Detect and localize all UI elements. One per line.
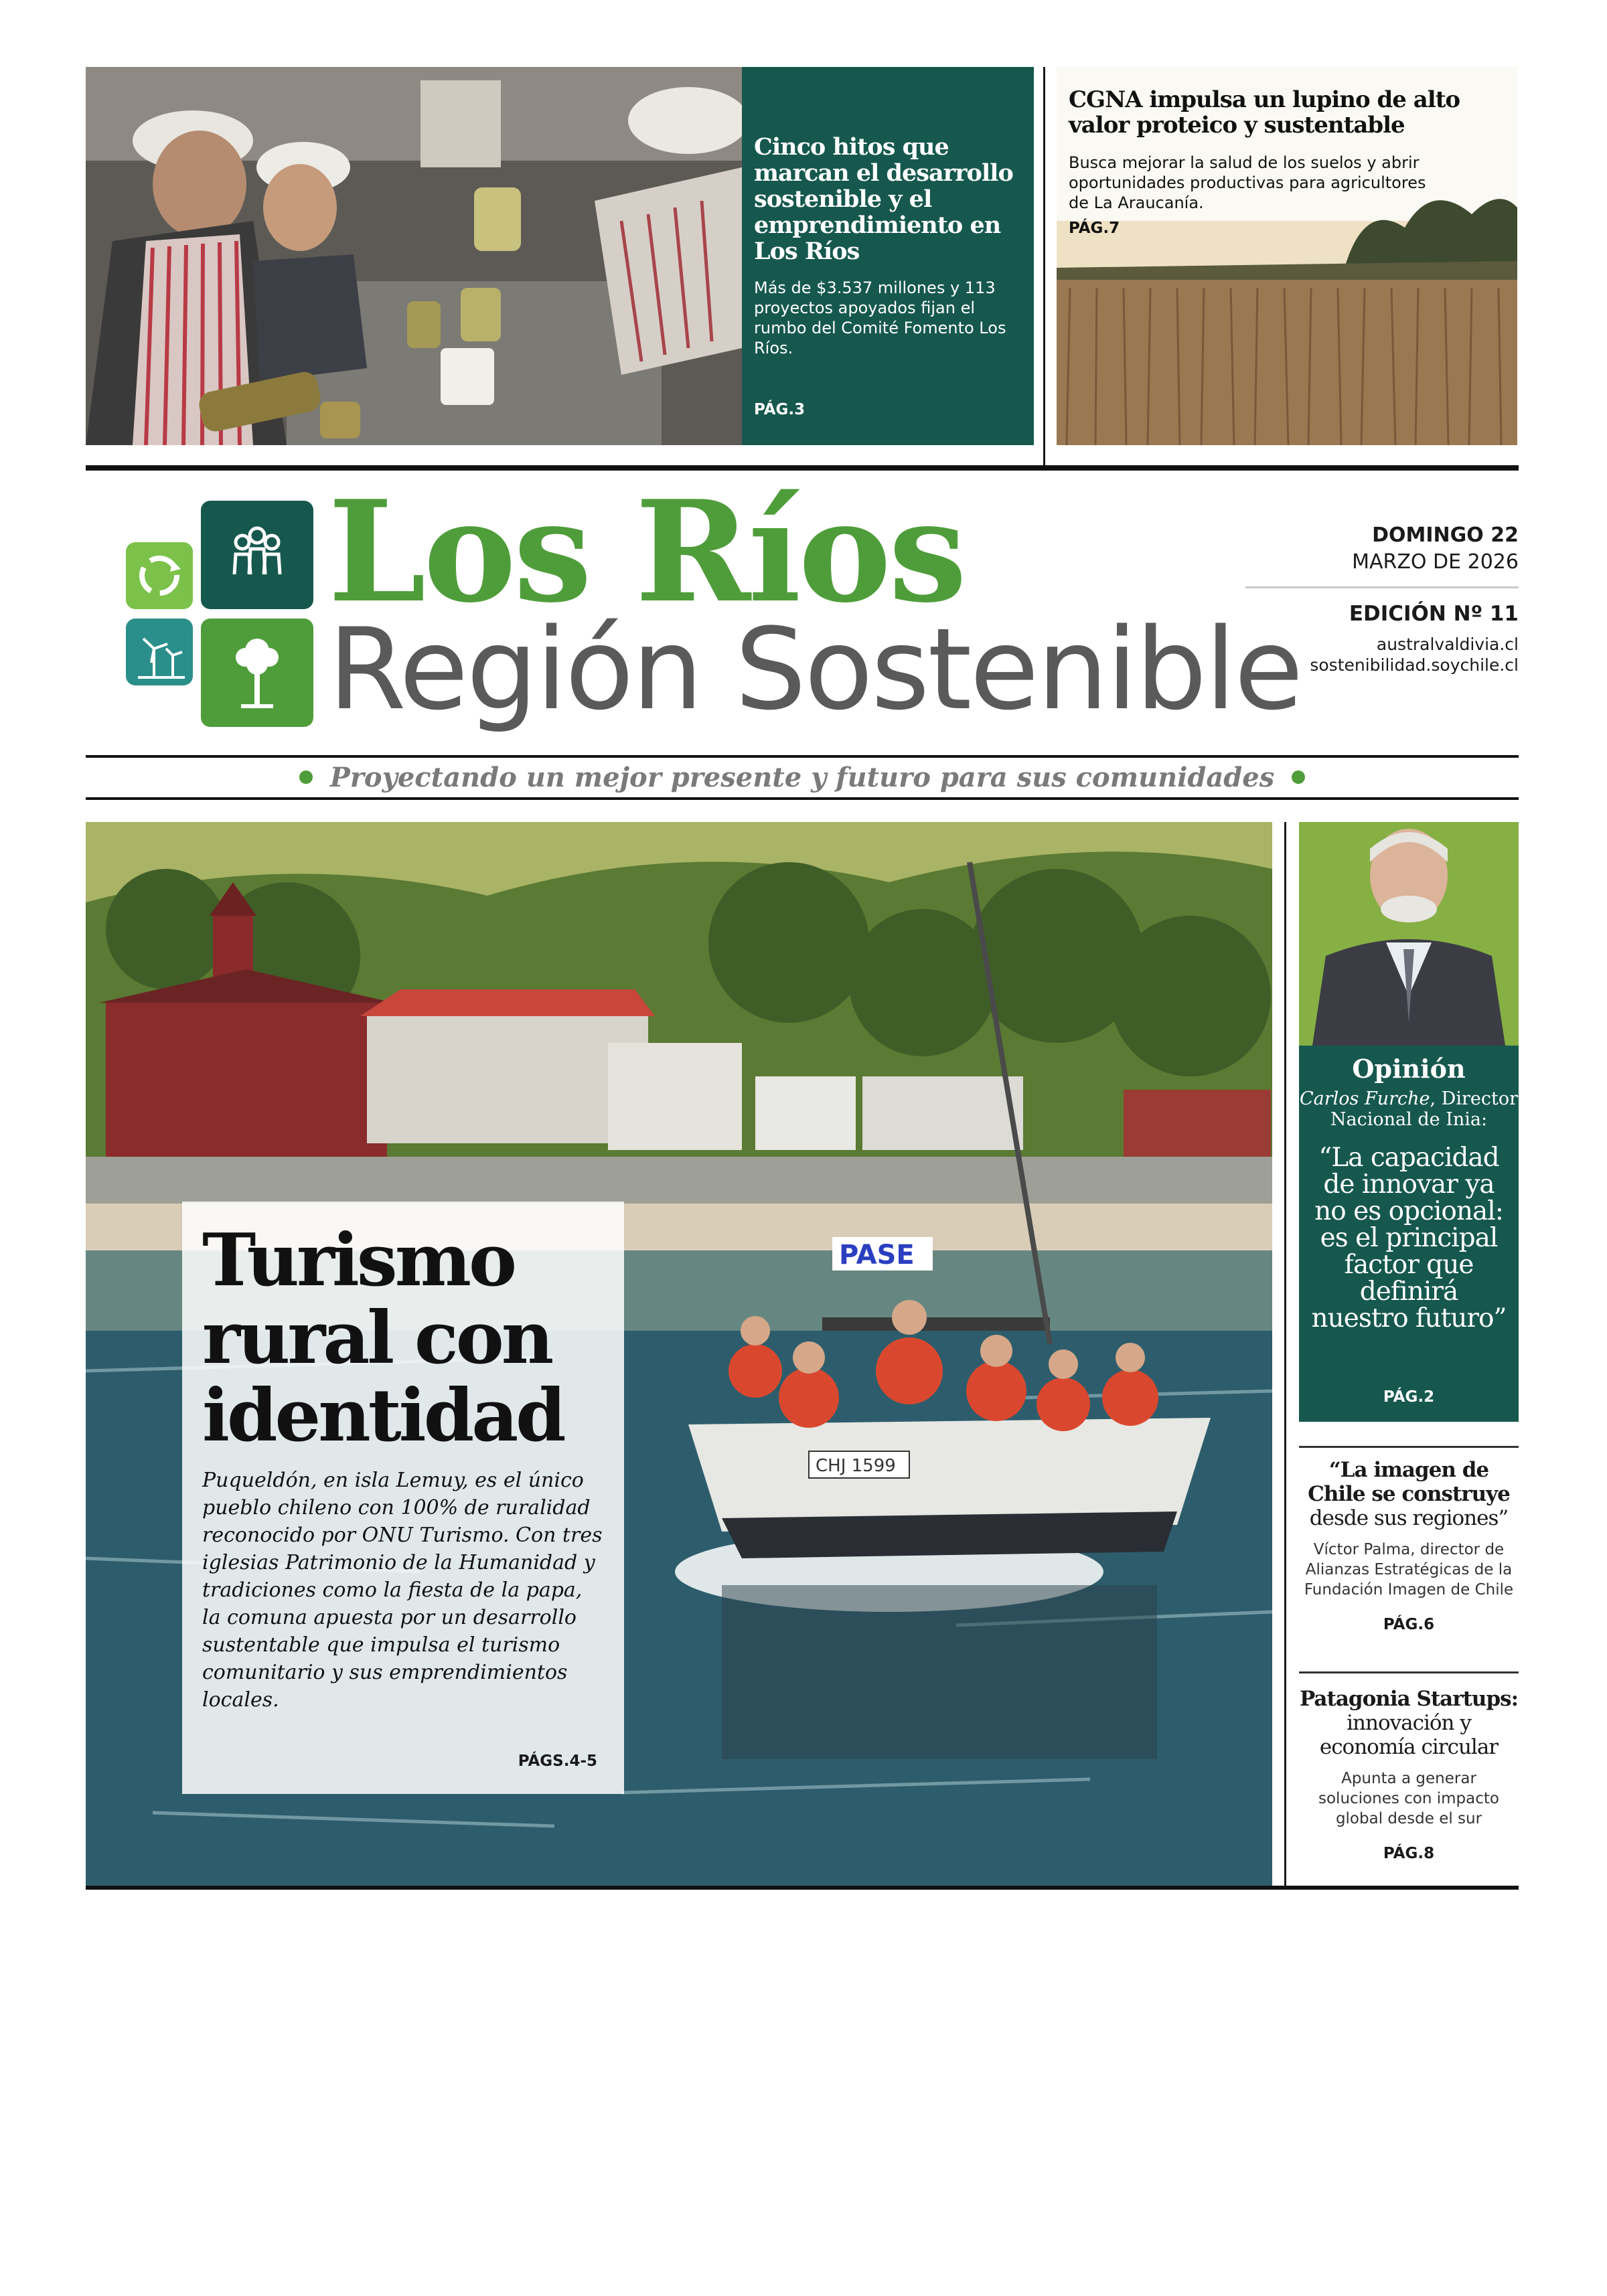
opinion-quote: “La capacidad de innovar ya no es opcional: es el principal factor que definirá nuestro futuro”	[1311, 1143, 1507, 1333]
masthead-title: Los Ríos	[328, 471, 965, 634]
teaser-sustainable-development[interactable]	[742, 67, 1034, 445]
teaser-lupino[interactable]	[1057, 67, 1517, 445]
side-story-rule	[1299, 1446, 1519, 1448]
opinion-author-role: , Director Nacional de Inia:	[1330, 1088, 1518, 1130]
community-icon	[201, 501, 313, 609]
lead-deck: Puqueldón, en isla Lemuy, es el único pueblo chileno con 100% de ruralidad reconocido por ONU Turismo. Con tres iglesias Patrimonio de la Humanidad y tradiciones como la fiesta de la papa, la comuna apuesta por un desarrollo sustentable que impulsa el turismo comunitario y sus emprendimientos locales.	[202, 1469, 603, 1712]
side-story-summary: Víctor Palma, director de Alianzas Estratégicas de la Fundación Imagen de Chile	[1304, 1541, 1514, 1598]
recycle-icon	[126, 542, 193, 609]
column-divider	[1043, 67, 1045, 467]
author-portrait-illustration	[1299, 822, 1519, 1046]
side-story-imagen-chile[interactable]	[1299, 1458, 1519, 1633]
opinion-label: Opinión	[1352, 1054, 1466, 1084]
lead-story-box[interactable]	[182, 1202, 624, 1794]
opinion-box[interactable]	[1299, 1046, 1519, 1422]
page-bottom-rule	[86, 1886, 1519, 1890]
teaser-title: Cinco hitos que marcan el desarrollo sostenible y el emprendimiento en Los Ríos	[754, 133, 1013, 265]
side-story-patagonia-startups[interactable]	[1299, 1687, 1519, 1862]
slogan-bottom-rule	[86, 797, 1519, 800]
lead-headline: Turismo rural con identidad	[202, 1218, 564, 1458]
bullet-dot-icon	[1292, 770, 1305, 784]
edition-divider	[1245, 586, 1519, 588]
edition-number: EDICIÓN Nº 11	[1349, 602, 1519, 626]
masthead-logo	[126, 501, 313, 722]
edition-info	[1245, 522, 1519, 675]
slogan-top-rule	[86, 755, 1519, 758]
website-link[interactable]: sostenibilidad.soychile.cl	[1310, 655, 1519, 675]
teaser-title: CGNA impulsa un lupino de alto valor proteico y sustentable	[1069, 86, 1460, 139]
side-story-title-bold: “La imagen de Chile se construye	[1308, 1458, 1510, 1506]
masthead-subtitle: Región Sostenible	[328, 604, 1302, 735]
teaser-photo-kitchen[interactable]	[86, 67, 742, 445]
side-story-title-bold: Patagonia Startups:	[1299, 1687, 1519, 1711]
slogan-text: Proyectando un mejor presente y futuro para sus comunidades	[329, 762, 1275, 793]
lead-page-ref: PÁGS.4-5	[518, 1752, 597, 1770]
boat-sign-text: PASE	[839, 1240, 915, 1270]
slogan-bar	[86, 761, 1519, 795]
teaser-summary: Busca mejorar la salud de los suelos y abrir oportunidades productivas para agricultores de La Araucanía.	[1069, 153, 1426, 212]
issue-day: DOMINGO 22	[1372, 523, 1519, 547]
side-story-title-rest: desde sus regiones”	[1309, 1506, 1509, 1530]
issue-date: MARZO DE 2026	[1352, 550, 1519, 574]
opinion-author-photo	[1299, 822, 1519, 1046]
opinion-author-name: Carlos Furche	[1300, 1088, 1430, 1109]
side-story-page-ref: PÁG.6	[1383, 1616, 1435, 1633]
column-divider	[1284, 822, 1286, 1886]
side-story-summary: Apunta a generar soluciones con impacto global desde el sur	[1318, 1770, 1499, 1827]
side-story-rule	[1299, 1671, 1519, 1673]
masthead-top-rule	[86, 465, 1519, 471]
opinion-page-ref: PÁG.2	[1383, 1388, 1435, 1406]
bullet-dot-icon	[299, 770, 313, 784]
teaser-page-ref: PÁG.7	[1069, 220, 1120, 237]
opinion-author	[1299, 1088, 1519, 1130]
side-story-title	[1299, 1687, 1519, 1759]
side-story-title	[1299, 1458, 1519, 1530]
tree-icon	[201, 619, 313, 727]
teaser-summary: Más de $3.537 millones y 113 proyectos apoyados fijan el rumbo del Comité Fomento Los Ríos.	[754, 278, 1006, 357]
kitchen-workshop-illustration	[86, 67, 742, 445]
wind-turbine-icon	[126, 619, 193, 685]
side-story-page-ref: PÁG.8	[1383, 1845, 1435, 1862]
teaser-page-ref: PÁG.3	[754, 401, 806, 418]
boat-id-text: CHJ 1599	[816, 1456, 896, 1476]
website-link[interactable]: australvaldivia.cl	[1376, 635, 1519, 654]
side-story-title-rest: innovación y economía circular	[1319, 1711, 1499, 1759]
